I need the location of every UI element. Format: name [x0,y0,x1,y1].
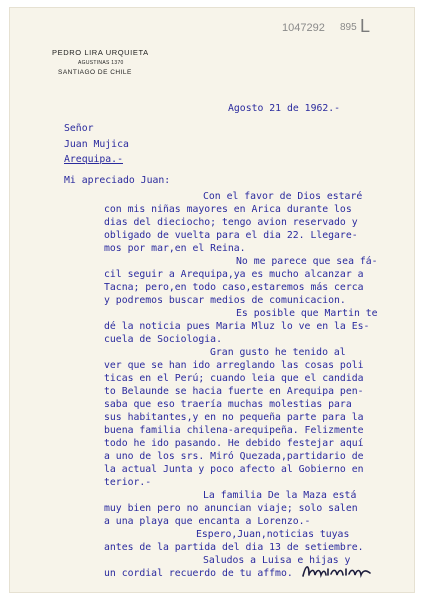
handwritten-signature [300,560,380,580]
body-line: un cordial recuerdo de tu affmo. [104,568,293,579]
body-line: ticas en el Perú; cuando leia que el candida [104,373,364,384]
body-line: saba que eso traería muchas molestias para [104,399,352,410]
letterhead-name: PEDRO LIRA URQUIETA [52,48,149,57]
body-line: Gran gusto he tenido al [210,347,346,358]
body-line: No me parece que sea fá- [236,256,378,267]
letter-date: Agosto 21 de 1962.- [228,103,341,114]
body-line: Tacna; pero,en todo caso,estaremos más cerca [104,282,364,293]
body-line: buena familia chilena-arequipeña. Felizmente [104,425,364,436]
body-line: a uno de los srs. Miró Quezada,partidario de [104,451,364,462]
body-line: con mis niñas mayores en Arica durante los [104,204,352,215]
body-line: dias del dieciocho; tengo avion reservado y [104,217,358,228]
body-line: terior.- [104,477,152,488]
body-line: obligado de vuelta para el dia 22. Llegare- [104,230,358,241]
archive-mark: L [360,16,371,36]
body-line: Con el favor de Dios estaré [203,191,363,202]
body-line: dé la noticia pues Maria Mluz lo ve en la Es- [104,321,370,332]
body-line: todo he ido pasando. He debido festejar aquí [104,438,364,449]
body-line: cuela de Sociologia. [104,334,222,345]
body-line: sus habitantes,y en no pequeña parte para la [104,412,364,423]
body-line: mos por mar,en el Reina. [104,243,246,254]
archive-page-number: 895 [340,22,357,33]
archive-number: 1047292 [282,22,325,34]
recipient-line: Arequipa.- [64,154,123,165]
recipient-line: Juan Mujica [64,139,129,150]
body-line: to Belaunde se hacia fuerte en Arequipa pen- [104,386,364,397]
salutation: Mi apreciado Juan: [64,175,171,186]
body-line: Es posible que Martin te [236,308,378,319]
recipient-line: Señor [64,123,94,134]
body-line: a una playa que encanta a Lorenzo.- [104,516,311,527]
body-line: muy bien pero no anuncian viaje; solo salen [104,503,358,514]
body-line: La familia De la Maza está [203,490,357,501]
body-line: y podremos buscar medios de comunicacion. [104,295,346,306]
body-line: la actual Junta y poco afecto al Gobierno en [104,464,364,475]
body-line: ver que se han ido arreglando las cosas poli [104,360,364,371]
letterhead-city: SANTIAGO DE CHILE [58,69,132,76]
body-line: Saludos a Luisa e hijas y [203,555,351,566]
letterhead-address: AGUSTINAS 1370 [78,60,124,66]
body-line: Espero,Juan,noticias tuyas [196,529,350,540]
letterhead [52,48,162,76]
body-line: antes de la partida del dia 13 de setiembre. [104,542,364,553]
body-line: cil seguir a Arequipa,ya es mucho alcanzar a [104,269,364,280]
